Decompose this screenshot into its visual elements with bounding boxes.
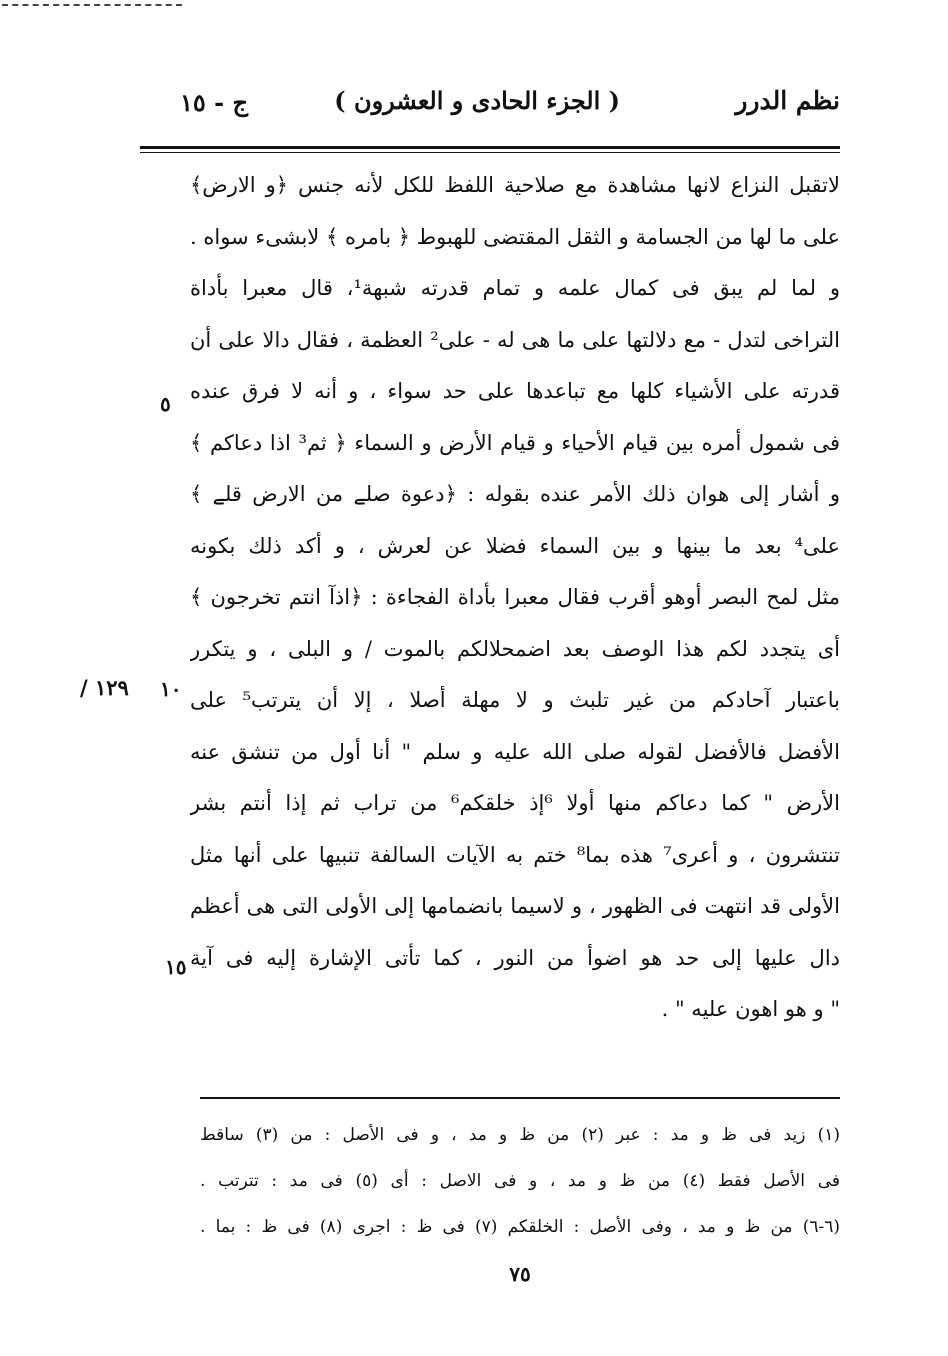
- text-line: على⁴ بعد ما بينها و بين السماء فضلا عن لعرش ، و أكد ذلك بكونه: [190, 533, 840, 558]
- text-line: " و هو اهون عليه " .: [661, 997, 840, 1021]
- footnote-line: (٦-٦) من ظ و مد ، وفى الأصل : الخلقكم (٧) فى ظ : اجرى (٨) فى ظ : بما .: [200, 1217, 840, 1237]
- text-line: قدرته على الأشياء كلها مع تباعدها على حد سواء ، و أنه لا فرق عنده: [190, 379, 840, 403]
- text-line: التراخى لتدل - مع دلالتها على ما هى له - على² العظمة ، فقال دالا على أن: [190, 327, 840, 352]
- running-book-title: نظم الدرر: [735, 86, 840, 115]
- footnotes-block: [200, 1112, 840, 1250]
- page-header: [150, 86, 840, 130]
- line-number-5: ٥: [160, 392, 171, 416]
- text-line: فى شمول أمره بين قيام الأحياء و قيام الأرض و السماء ﴿ ثم³ اذا دعاكم ﴾: [190, 430, 840, 455]
- text-line: مثل لمح البصر أوهو أقرب فقال معبرا بأداة الفجاءة : ﴿اذآ انتم تخرجون ﴾: [190, 585, 840, 609]
- top-edge-dashes: [2, 4, 182, 6]
- line-number-10: ١٠: [160, 677, 182, 701]
- running-part-title: ( الجزء الحادى و العشرون ): [334, 86, 620, 115]
- footnote-line: فى الأصل فقط (٤) من ظ و مد ، و فى الاصل : أى (٥) فى مد : تترتب .: [200, 1171, 840, 1191]
- text-line: الأرض " كما دعاكم منها أولا ⁶إذ خلقكم⁶ من تراب ثم إذا أنتم بشر: [190, 791, 840, 815]
- text-line: و لما لم يبق فى كمال علمه و تمام قدرته شبهة¹، قال معبرا بأداة: [190, 276, 840, 300]
- text-line: الأولى قد انتهت فى الظهور ، و لاسيما بانضمامها إلى الأولى التى هى أعظم: [190, 894, 840, 918]
- text-line: دال عليها إلى حد هو اضوأ من النور ، كما تأتى الإشارة إليه فى آية: [190, 945, 840, 970]
- volume-reference: ج - ١٥: [180, 88, 248, 117]
- page-number: ٧٥: [509, 1262, 531, 1286]
- text-line: الأفضل فالأفضل لقوله صلى الله عليه و سلم " أنا أول من تنشق عنه: [190, 739, 840, 764]
- text-line: تنتشرون ، و أعرى⁷ هذه بما⁸ ختم به الآيات السالفة تنبيها على أنها مثل: [190, 842, 840, 867]
- main-text-block: [190, 160, 840, 1036]
- text-line: لاتقبل النزاع لانها مشاهدة مع صلاحية اللفظ للكل لأنه جنس ﴿و الارض﴾: [190, 173, 840, 197]
- footnote-line: (١) زيد فى ظ و مد : عبر (٢) من ظ و مد ، و فى الأصل : من (٣) ساقط: [200, 1125, 840, 1145]
- footnote-rule: [200, 1097, 840, 1099]
- header-rule-thin: [140, 152, 840, 153]
- manuscript-folio-marker: ١٢٩ /: [80, 675, 129, 700]
- text-line: باعتبار آحادكم من غير تلبث و لا مهلة أصلا ، إلا أن يترتب⁵ على: [190, 688, 840, 712]
- header-rule-thick: [140, 146, 840, 149]
- text-line: و أشار إلى هوان ذلك الأمر عنده بقوله : ﴿دعوة صلے من الارض قلے ﴾: [190, 482, 840, 506]
- text-line: على ما لها من الجسامة و الثقل المقتضى للهبوط ﴿ بامره ﴾ لابشىء سواه .: [190, 224, 840, 249]
- line-number-15: ١٥: [165, 955, 187, 979]
- text-line: أى يتجدد لكم هذا الوصف بعد اضمحلالكم بالموت / و البلى ، و يتكرر: [190, 636, 840, 661]
